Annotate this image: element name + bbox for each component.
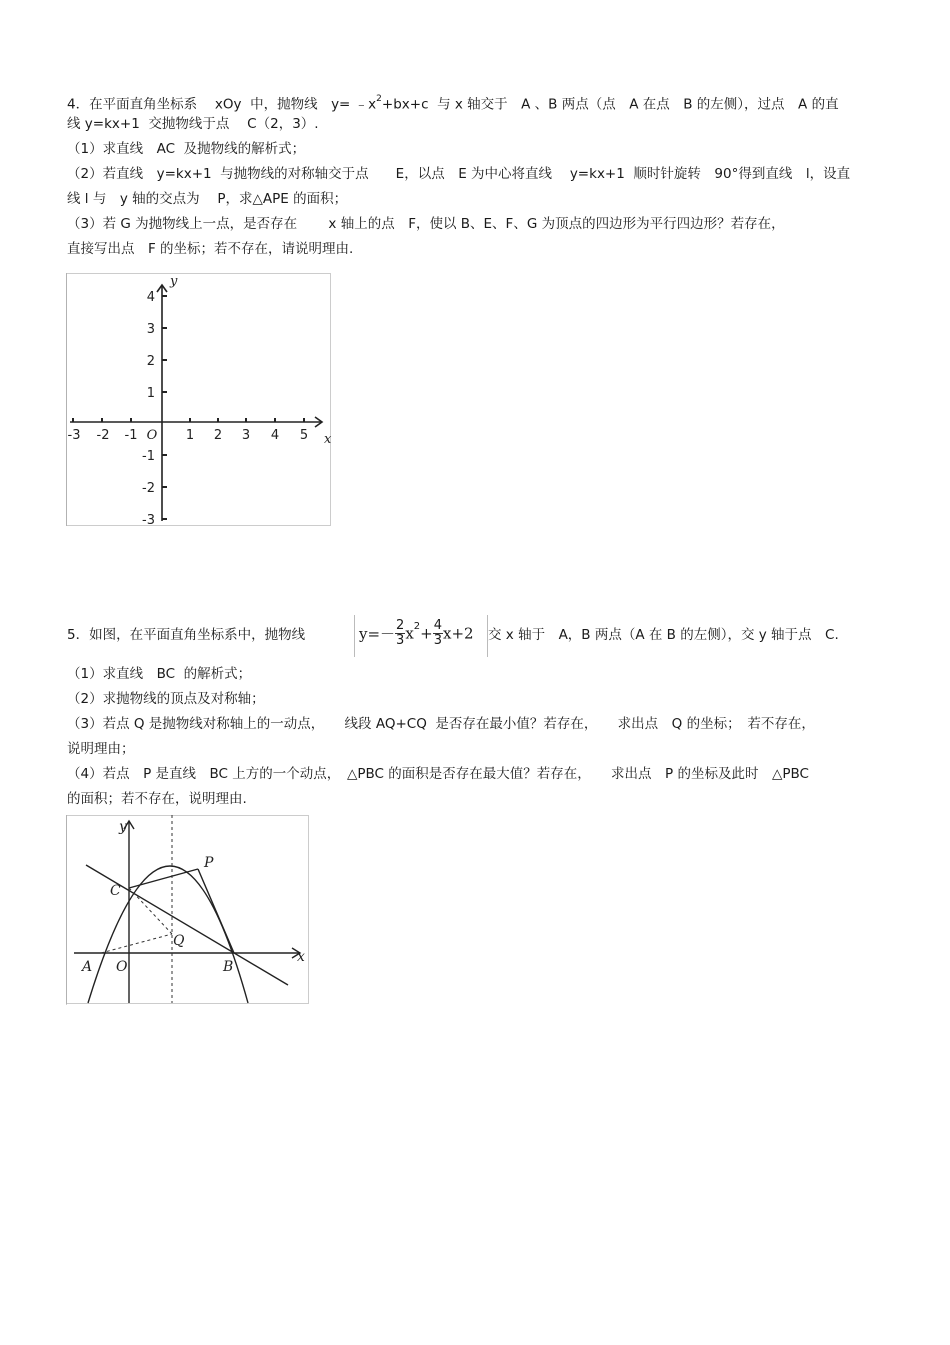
p5-question1: （1）求直线 BC 的解析式； [67, 666, 252, 682]
label-b: B [223, 959, 234, 975]
p4-coordinate-grid [66, 273, 332, 526]
p5-parabola-formula: y=－ $\frac{2}{3}$ $x^2+$ $\frac{4}{3}$ x+2 [354, 615, 488, 657]
p4-line1-b: +bx+c 与 x 轴交于 A 、B 两点（点 A 在点 B 的左侧），过点 A 的直 [381, 96, 839, 113]
y-axis-label: y [170, 274, 178, 289]
p5-question3a: （3）若点 Q 是抛物线对称轴上的一动点， 线段 AQ+CQ 是否存在最小值？若存在， 求出点 Q 的坐标； 若不存在， [67, 716, 815, 732]
p4-question3a: （3）若 G 为抛物线上一点，是否存在 x 轴上的点 F，使以 B、E、F、G 为顶点的四边形为平行四边形？若存在， [67, 216, 785, 232]
p4-line1 [67, 92, 839, 114]
x-tick-label: 4 [270, 428, 280, 443]
origin-label: O [146, 428, 158, 443]
x-axis-label: x [324, 432, 332, 447]
p5-intro-a: 5．如图，在平面直角坐标系中，抛物线 [67, 627, 306, 643]
p5-question4a: （4）若点 P 是直线 BC 上方的一个动点， △PBC 的面积是否存在最大值？若存在， 求出点 P 的坐标及此时 △PBC [67, 766, 809, 782]
label-a: A [82, 959, 93, 975]
p4-question3b: 直接写出点 F 的坐标；若不存在，请说明理由. [67, 241, 354, 257]
p4-question2a: （2）若直线 y=kx+1 与抛物线的对称轴交于点 E，以点 E 为中心将直线 y=kx+1 顺时针旋转 90°得到直线 l，设直 [67, 166, 851, 182]
x-tick-label: 3 [241, 428, 251, 443]
x-tick-label: 5 [299, 428, 309, 443]
x-tick-label: -3 [67, 428, 81, 443]
y-tick-label: -1 [142, 449, 155, 464]
y-tick-label: -2 [142, 481, 155, 496]
p4-question2b: 线 l 与 y 轴的交点为 P，求△APE 的面积； [67, 191, 348, 207]
p4-exponent: 2 [376, 94, 382, 104]
y-tick-label: 2 [146, 354, 155, 369]
label-c: C [110, 883, 121, 899]
x-tick-label: 1 [185, 428, 195, 443]
label-q: Q [173, 933, 185, 949]
p5-question2: （2）求抛物线的顶点及对称轴； [67, 691, 265, 707]
label-p: P [204, 855, 214, 871]
y-tick-label: 3 [146, 322, 155, 337]
x-tick-label: 2 [213, 428, 223, 443]
p4-question1: （1）求直线 AC 及抛物线的解析式； [67, 141, 306, 157]
p4-line2: 线 y=kx+1 交抛物线于点 C（2，3）. [67, 116, 319, 132]
p4-line1-a: 4．在平面直角坐标系 xOy 中，抛物线 y= ﹣x [67, 96, 377, 113]
fraction-4-3: $\frac{4}{3}$ [433, 618, 443, 648]
y-tick-label: 1 [146, 386, 155, 401]
p5-question3b: 说明理由； [67, 741, 135, 757]
x-tick-label: -1 [124, 428, 138, 443]
label-o: O [116, 959, 128, 975]
formula-y: y=－ [359, 625, 396, 643]
fraction-2-3: $\frac{2}{3}$ [396, 618, 405, 648]
p5-question4b: 的面积；若不存在，说明理由. [67, 791, 247, 807]
x-tick-label: -2 [96, 428, 110, 443]
label-y: y [119, 819, 127, 835]
label-x: x [297, 949, 305, 965]
y-tick-label: 4 [146, 290, 155, 305]
y-tick-label: -3 [142, 513, 155, 526]
p5-intro-b: 交 x 轴于 A，B 两点（A 在 B 的左侧），交 y 轴于点 C. [488, 627, 839, 643]
p5-parabola-figure [66, 815, 310, 1005]
